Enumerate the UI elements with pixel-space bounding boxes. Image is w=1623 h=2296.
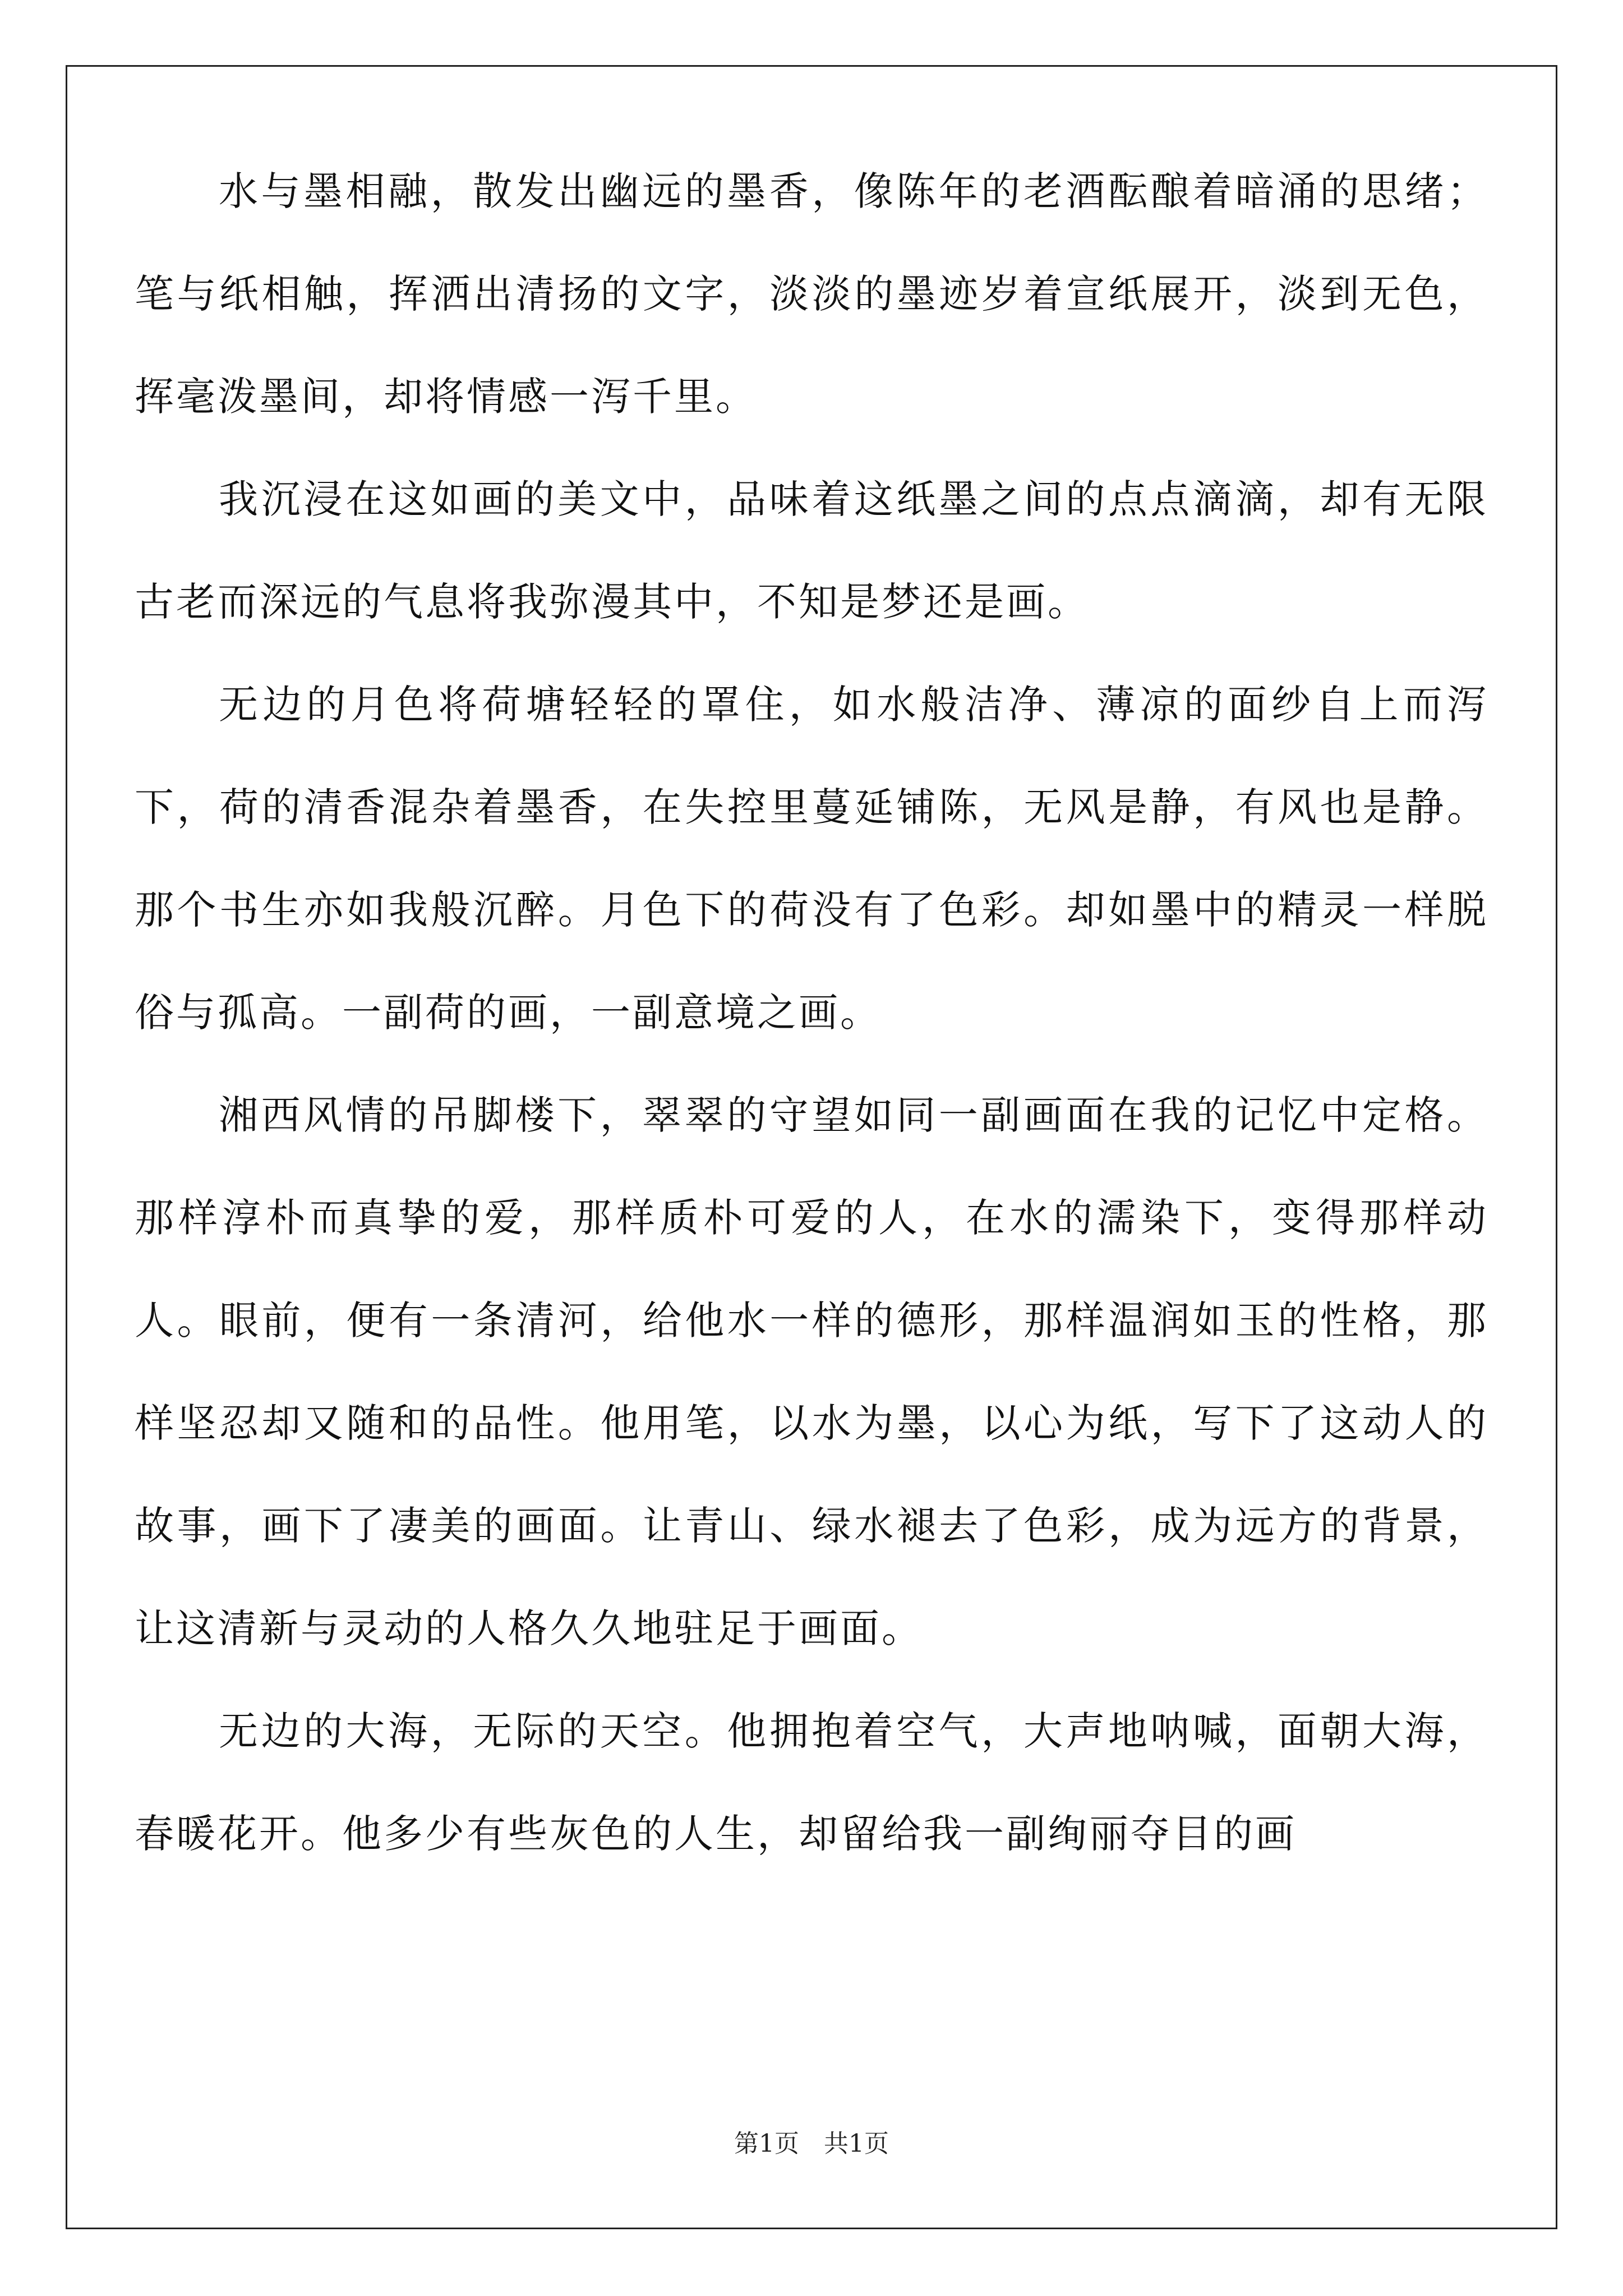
paragraph-5: 无边的大海，无际的天空。他拥抱着空气，大声地呐喊，面朝大海，春暖花开。他多少有些灰色的人生，却留给我一副绚丽夺目的画 bbox=[135, 1708, 1488, 1857]
page-footer: 第1页 共1页 bbox=[734, 2129, 889, 2158]
paragraph-3: 无边的月色将荷塘轻轻的罩住，如水般洁净、薄凉的面纱自上而泻下，荷的清香混杂着墨香，在失控里蔓延铺陈，无风是静，有风也是静。那个书生亦如我般沉醉。月色下的荷没有了色彩。却如墨中的精灵一样脱俗与孤高。一副荷的画，一副意境之画。 bbox=[135, 682, 1488, 1036]
document-body bbox=[135, 140, 1488, 2076]
paragraph-2: 我沉浸在这如画的美文中，品味着这纸墨之间的点点滴滴，却有无限古老而深远的气息将我弥漫其中，不知是梦还是画。 bbox=[135, 476, 1488, 625]
paragraph-1: 水与墨相融，散发出幽远的墨香，像陈年的老酒酝酿着暗涌的思绪；笔与纸相触，挥洒出清扬的文字，淡淡的墨迹岁着宣纸展开，淡到无色，挥毫泼墨间，却将情感一泻千里。 bbox=[135, 168, 1488, 420]
paragraph-4: 湘西风情的吊脚楼下，翠翠的守望如同一副画面在我的记忆中定格。那样淳朴而真挚的爱，那样质朴可爱的人，在水的濡染下，变得那样动人。眼前，便有一条清河，给他水一样的德形，那样温润如玉的性格，那样坚忍却又随和的品性。他用笔，以水为墨，以心为纸，写下了这动人的故事，画下了凄美的画面。让青山、绿水褪去了色彩，成为远方的背景，让这清新与灵动的人格久久地驻足于画面。 bbox=[135, 1092, 1488, 1651]
